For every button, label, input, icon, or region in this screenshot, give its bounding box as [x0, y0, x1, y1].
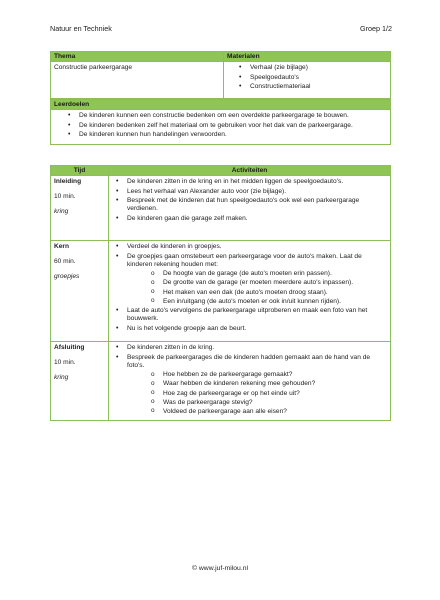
thema-value: Constructie parkeergarage [54, 64, 133, 71]
phase-title: Kern [54, 243, 70, 250]
leerdoelen-list [63, 112, 386, 139]
activity-subitem: o Het maken van een dak (de auto's moeten droog staan). [111, 289, 386, 297]
document-group: Groep 1/2 [360, 24, 392, 33]
phase-activities [108, 342, 390, 420]
material-item: • Verhaal (zie bijlage) [234, 64, 390, 72]
activity-item: • Bespreek met de kinderen dat hun speelgoedauto's ook wel een parkeergarage verdienen. [111, 197, 386, 213]
activity-subitem: o Voldeed de parkeergarage aan alle eisen? [111, 408, 386, 416]
phase-rows [51, 175, 390, 420]
phase-time-cell [51, 176, 108, 240]
phase-form: kring [54, 208, 69, 216]
activity-item: • De groepjes gaan omstebeurt een parkeergarage voor de auto's maken. Laat de kinderen rekening houden met: [111, 253, 386, 269]
phase-duration: 60 min. [54, 258, 76, 266]
materials-items [224, 64, 390, 91]
phase-form: kring [54, 374, 69, 382]
phase-row [51, 240, 390, 341]
activity-subitem: o Hoe zag de parkeergarage er op het einde uit? [111, 390, 386, 398]
materialen-list [223, 62, 390, 98]
phase-row [51, 341, 390, 420]
activiteiten-header: Activiteiten [108, 166, 390, 175]
thema-header: Thema [51, 52, 223, 61]
phase-activities [108, 176, 390, 240]
activity-subitem: o Een in/uitgang (de auto's moeten er ook in/uit kunnen rijden). [111, 298, 386, 306]
document-subject: Natuur en Techniek [50, 24, 112, 33]
thema-table [50, 51, 391, 99]
activity-item: • Lees het verhaal van Alexander auto voor (zie bijlage). [111, 188, 386, 196]
activity-item: • De kinderen gaan die garage zelf maken. [111, 215, 386, 223]
activity-item: • De kinderen zitten in de kring. [111, 344, 386, 352]
phase-time-cell [51, 241, 108, 341]
phase-activities [108, 241, 390, 341]
phase-duration: 10 min. [54, 193, 76, 201]
activity-subitem: o Waar hebben de kinderen rekening mee gehouden? [111, 380, 386, 388]
tijd-header: Tijd [51, 166, 108, 175]
activity-list [111, 178, 386, 223]
activity-subitem: o Was de parkeergarage stevig? [111, 399, 386, 407]
phase-row [51, 175, 390, 240]
activity-item: • Nu is het volgende groepje aan de beurt. [111, 325, 386, 333]
leerdoel-item: • De kinderen kunnen een constructie bedenken om een overdekte parkeergarage te bouwen. [63, 112, 386, 120]
activity-list [111, 344, 386, 416]
activity-subitem: o Hoe hebben ze de parkeergarage gemaakt? [111, 371, 386, 379]
phase-title: Inleiding [54, 178, 82, 185]
activity-item: • De kinderen zitten in de kring en in het midden liggen de speelgoedauto's. [111, 178, 386, 186]
activity-subitem: o De hoogte van de garage (de auto's moeten erin passen). [111, 270, 386, 278]
footer-copyright: © www.juf-milou.nl [192, 565, 248, 572]
activity-list [111, 243, 386, 333]
material-item: • Speelgoedauto's [234, 74, 390, 82]
leerdoelen-header: Leerdoelen [51, 100, 390, 109]
activity-item: • Bespreek de parkeergarages die de kinderen hadden gemaakt aan de hand van de foto's. [111, 354, 386, 370]
leerdoelen-table [50, 99, 391, 145]
activity-item: • Laat de auto's vervolgens de parkeergarage uitproberen en maak een foto van het bouwwerk. [111, 307, 386, 323]
materialen-header: Materialen [223, 52, 390, 61]
activity-item: • Verdeel de kinderen in groepjes. [111, 243, 386, 251]
leerdoel-item: • De kinderen bedenken zelf het materiaal om te gebruiken voor het dak van de parkeergarage. [63, 122, 386, 130]
material-item: • Constructiemateriaal [234, 83, 390, 91]
phase-time-cell [51, 342, 108, 420]
phase-form: groepjes [54, 273, 80, 281]
activity-subitem: o De grootte van de garage (er moeten meerdere auto's inpassen). [111, 279, 386, 287]
phase-duration: 10 min. [54, 359, 76, 367]
schedule-table [50, 165, 391, 421]
phase-title: Afsluiting [54, 344, 85, 351]
leerdoel-item: • De kinderen kunnen hun handelingen verwoorden. [63, 131, 386, 139]
